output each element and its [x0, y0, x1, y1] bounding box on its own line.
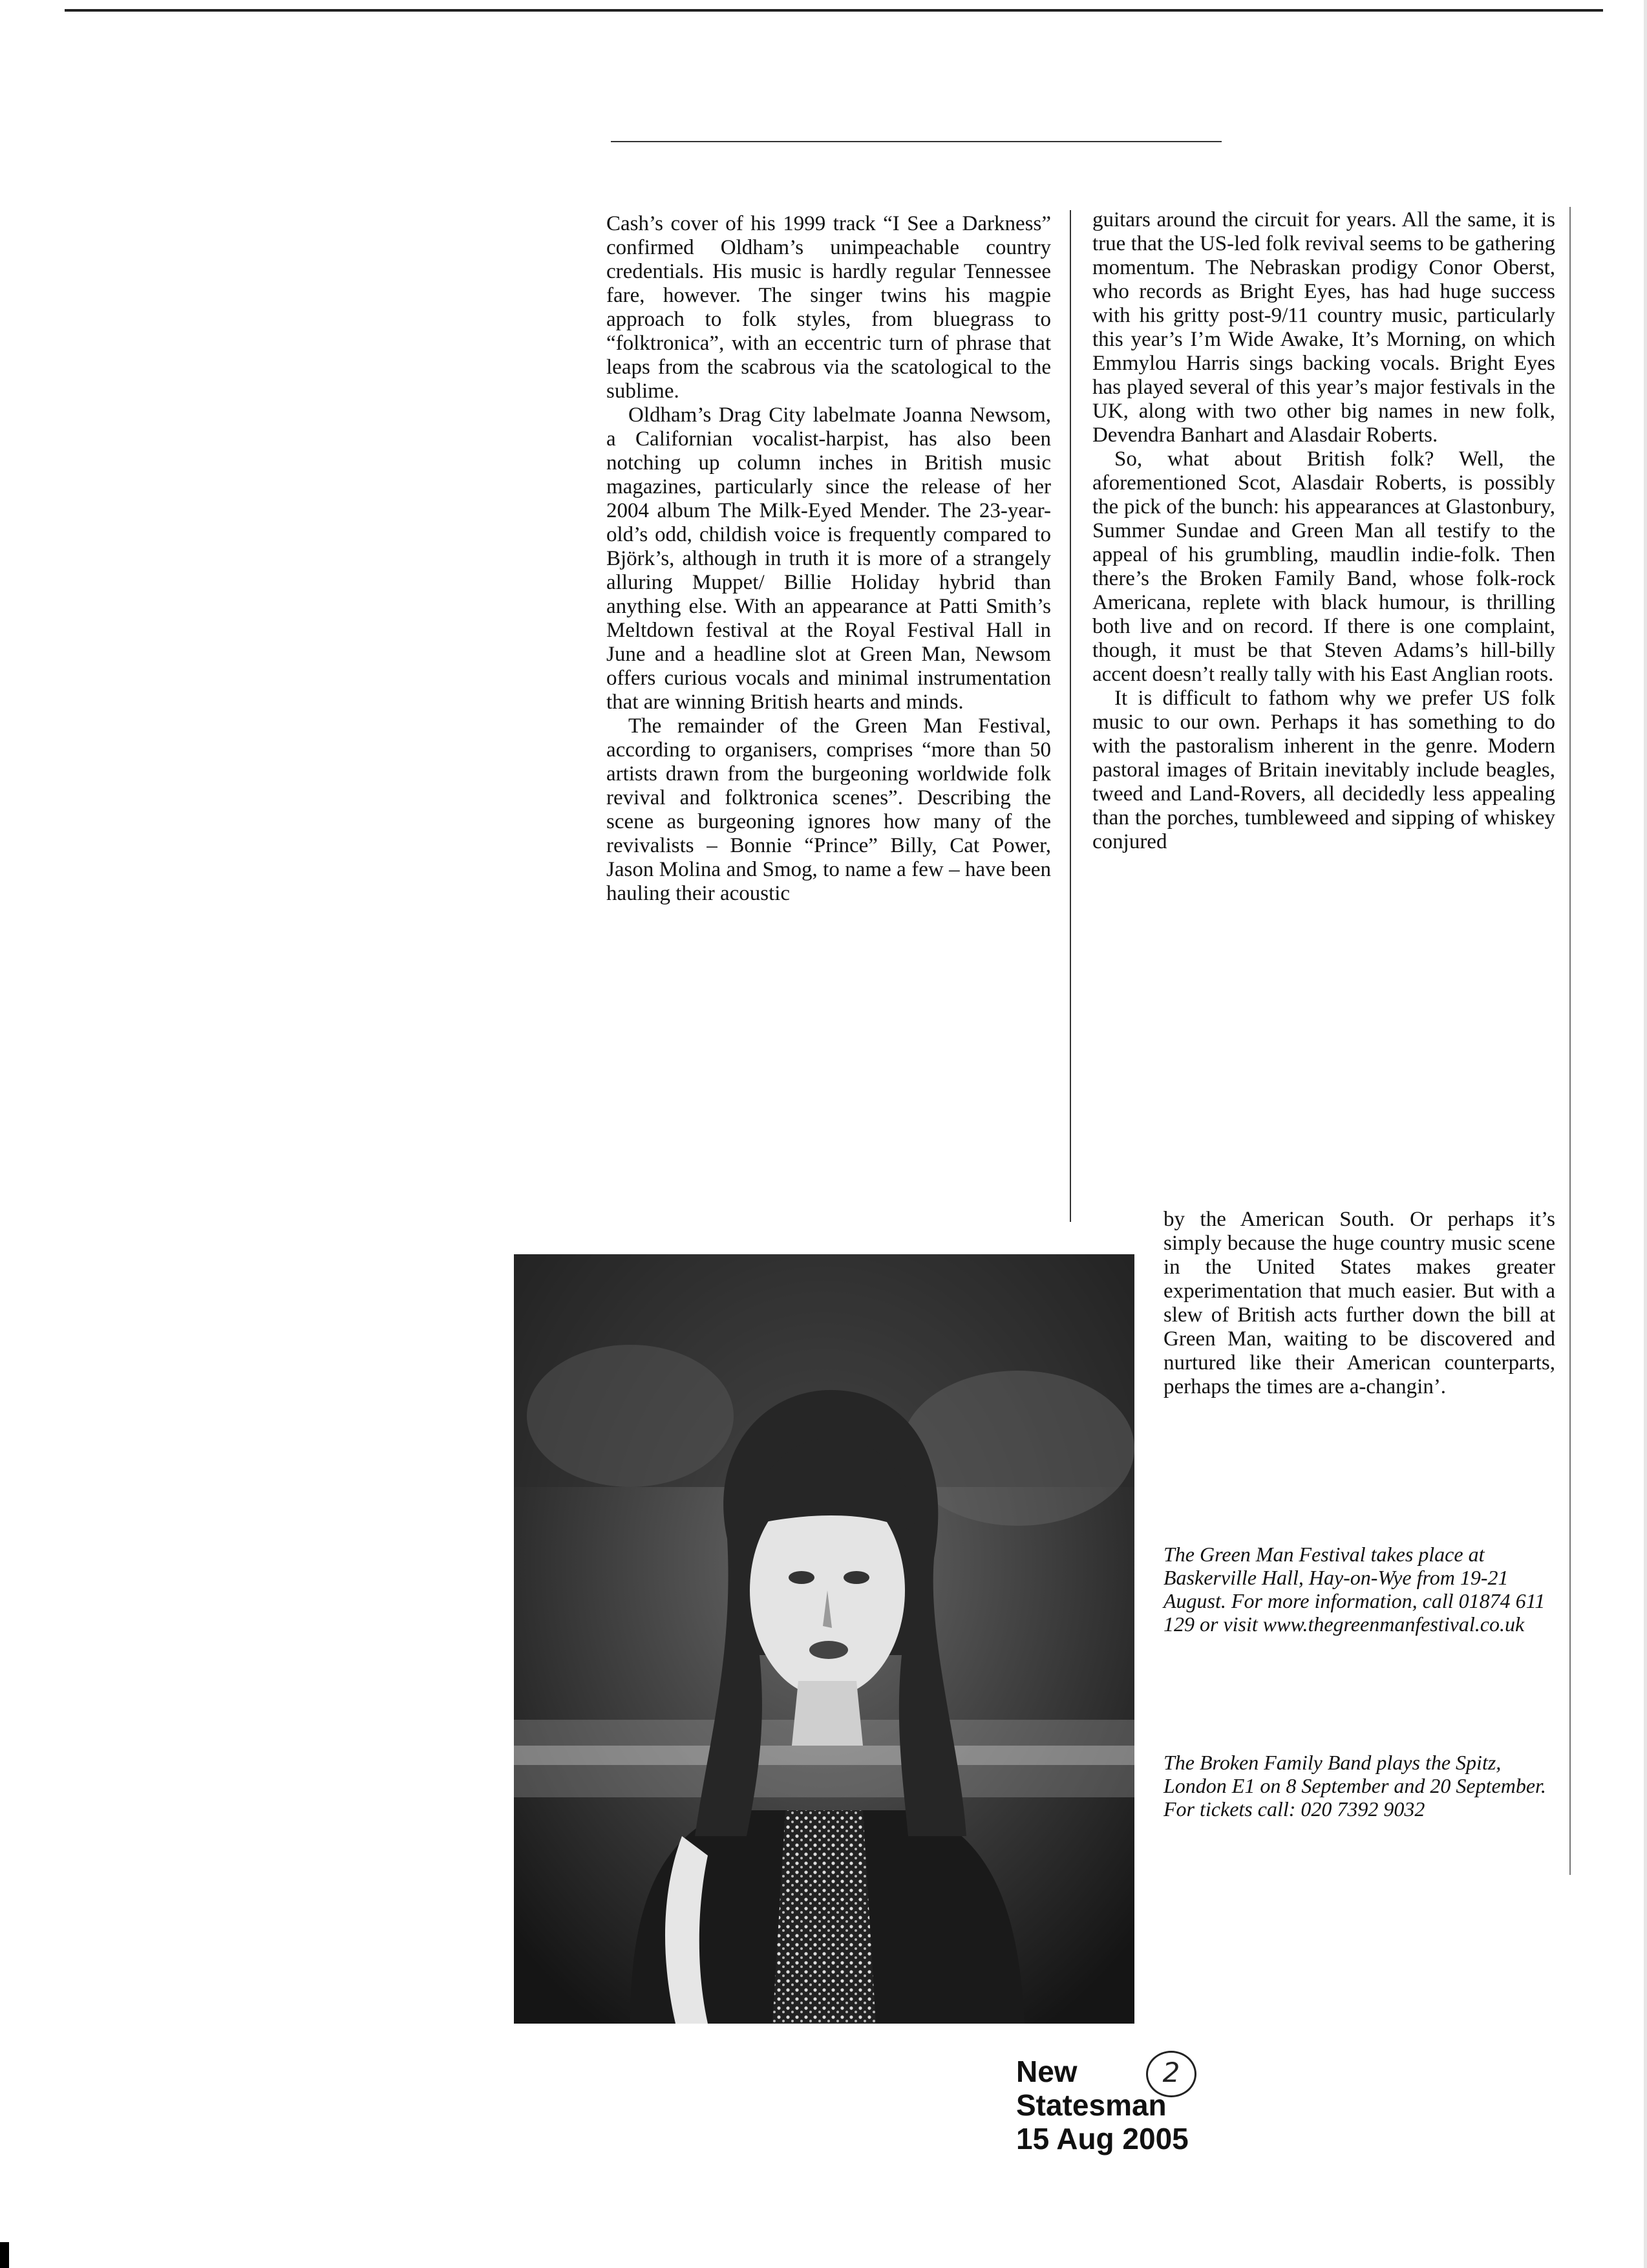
paragraph: guitars around the circuit for years. All the same, it is true that the US-led folk revival seems to be gathering momentum. The Nebraskan prodigy Conor Oberst, who records as Bright Eyes, has had huge success with his gritty post-9/11 country music, particularly this year’s I’m Wide Awake, It’s Morning, on which Emmylou Harris sings backing vocals. Bright Eyes has played several of this year’s major festivals in the UK, along with two other big names in new folk, Devendra Banhart and Alasdair Roberts.: [1092, 208, 1555, 447]
source-publication-line1: New: [1016, 2055, 1078, 2088]
article-column-right: [1092, 208, 1555, 854]
scan-top-edge: [65, 9, 1603, 12]
band-info: [1164, 1751, 1564, 1821]
paragraph: Oldham’s Drag City labelmate Joanna Newsom, a Californian vocalist-harpist, has also been notching up column inches in British music magazines, particularly since the release of her 2004 album The Milk-Eyed Mender. The 23-year-old’s odd, childish voice is frequently compared to Björk’s, although in truth it is more of a strangely alluring Muppet/ Billie Holiday hybrid than anything else. With an appearance at Patti Smith’s Meltdown festival at the Royal Festival Hall in June and a headline slot at Green Man, Newsom offers curious vocals and minimal instrumentation that are winning British hearts and minds.: [606, 403, 1051, 714]
source-publication-line2: Statesman: [1016, 2088, 1167, 2122]
top-rule: [611, 141, 1222, 142]
scan-right-edge: [1644, 0, 1647, 2268]
page-number-mark: 2: [1146, 2051, 1196, 2097]
right-margin-rule: [1569, 207, 1571, 1875]
paragraph: The remainder of the Green Man Festival, according to organisers, comprises “more than 50 artists drawn from the burgeoning worldwide folk revival and folktronica scenes”. Describing the scene as burgeoning ignores how many of the revivalists – Bonnie “Prince” Billy, Cat Power, Jason Molina and Smog, to name a few – have been hauling their acoustic: [606, 714, 1051, 905]
festival-info-text: The Green Man Festival takes place at Baskerville Hall, Hay-on-Wye from 19-21 August. For more information, call 01874 611 129 or visit www.thegreenmanfestival.co.uk: [1164, 1543, 1546, 1636]
paragraph: It is difficult to fathom why we prefer US folk music to our own. Perhaps it has something to do with the pastoralism inherent in the genre. Modern pastoral images of Britain inevitably include beagles, tweed and Land-Rovers, all decidedly less appealing than the porches, tumbleweed and sipping of whiskey conjured: [1092, 687, 1555, 853]
paragraph: by the American South. Or perhaps it’s simply because the huge country music scene in the United States makes greater experimentation that much easier. But with a slew of British acts further down the bill at Green Man, waiting to be discovered and nurtured like their American counterparts, perhaps the times are a-changin’.: [1164, 1208, 1555, 1398]
paragraph: Cash’s cover of his 1999 track “I See a Darkness” confirmed Oldham’s unimpeachable country credentials. His music is hardly regular Tennessee fare, however. The singer twins his magpie approach to folk styles, from bluegrass to “folktronica”, with an eccentric turn of phrase that leaps from the scabrous via the scatological to the sublime.: [606, 212, 1051, 403]
portrait-photo: [514, 1254, 1134, 2024]
paragraph: So, what about British folk? Well, the aforementioned Scot, Alasdair Roberts, is possibly the pick of the bunch: his appearances at Glastonbury, Summer Sundae and Green Man all testify to the appeal of his grumbling, maudlin indie-folk. Then there’s the Broken Family Band, whose folk-rock Americana, replete with black humour, is thrilling both live and on record. If there is one complaint, though, it must be that Steven Adams’s hill-billy accent doesn’t really tally with his East Anglian roots.: [1092, 447, 1555, 686]
article-column-continuation: [1164, 1208, 1555, 1399]
source-date: 15 Aug 2005: [1016, 2122, 1189, 2156]
scan-corner-mark: [0, 2242, 9, 2268]
portrait-illustration: [514, 1254, 1134, 2024]
column-divider: [1070, 210, 1071, 1222]
band-info-text: The Broken Family Band plays the Spitz, London E1 on 8 September and 20 September. For tickets call: 020 7392 9032: [1164, 1751, 1546, 1821]
article-column-left: [606, 212, 1051, 906]
festival-info: [1164, 1543, 1564, 1636]
